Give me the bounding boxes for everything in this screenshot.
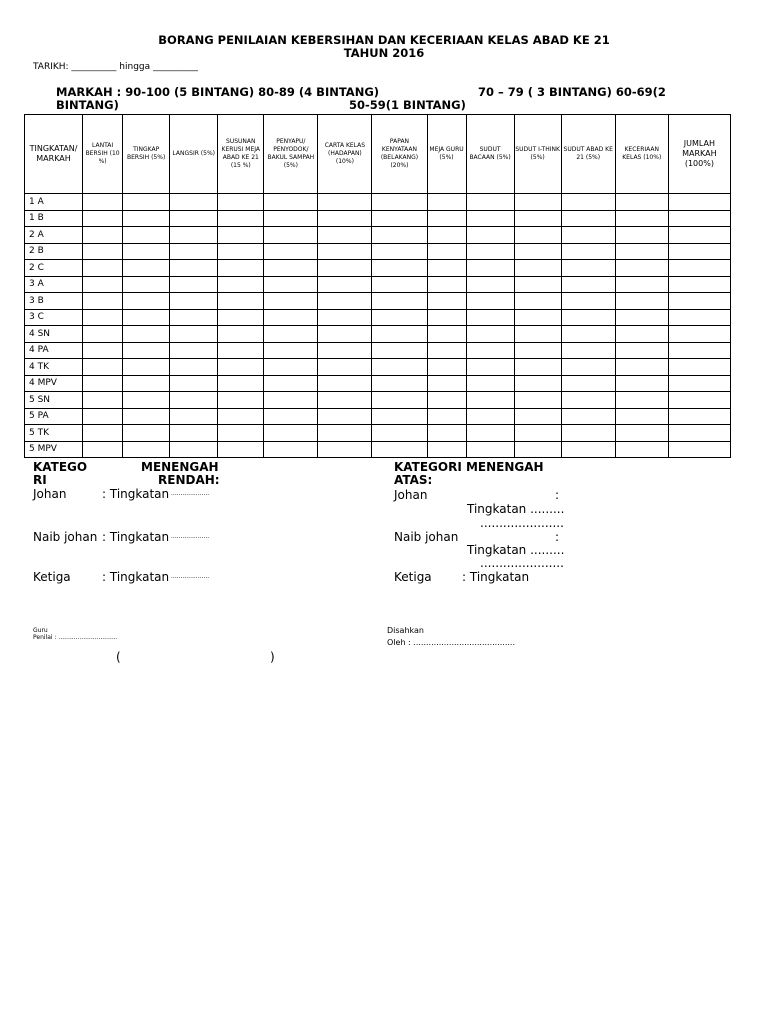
score-cell[interactable] (561, 342, 615, 359)
score-cell[interactable] (318, 342, 372, 359)
col-header: SUSUNAN KERUSI MEJA ABAD KE 21 (15 %) (218, 115, 264, 194)
score-cell[interactable] (668, 243, 730, 260)
score-cell[interactable] (561, 375, 615, 392)
score-cell[interactable] (427, 194, 466, 211)
score-cell[interactable] (668, 359, 730, 376)
score-cell[interactable] (514, 408, 561, 425)
col-header: LANGSIR (5%) (170, 115, 218, 194)
row-label: 4 MPV (25, 375, 83, 392)
score-cell[interactable] (372, 375, 427, 392)
score-cell[interactable] (615, 260, 668, 277)
row-label: 4 TK (25, 359, 83, 376)
score-cell[interactable] (466, 425, 514, 442)
atas-johan-tingkatan: Tingkatan ......... (467, 502, 565, 516)
score-cell[interactable] (123, 425, 170, 442)
score-cell[interactable] (668, 425, 730, 442)
atas-johan-colon: : (555, 488, 560, 502)
col-header: SUDUT ABAD KE 21 (5%) (561, 115, 615, 194)
rendah-heading-a: KATEGO (33, 460, 88, 474)
score-cell[interactable] (123, 276, 170, 293)
score-cell[interactable] (615, 276, 668, 293)
score-cell[interactable] (170, 375, 218, 392)
score-cell[interactable] (83, 326, 123, 343)
score-cell[interactable] (668, 375, 730, 392)
score-cell[interactable] (218, 243, 264, 260)
score-cell[interactable] (170, 326, 218, 343)
score-cell[interactable] (264, 392, 318, 409)
score-cell[interactable] (466, 243, 514, 260)
score-cell[interactable] (170, 210, 218, 227)
table-header-row (25, 115, 731, 194)
rendah-naib-tingkatan: : Tingkatan (102, 530, 170, 544)
score-cell[interactable] (514, 210, 561, 227)
score-cell[interactable] (615, 392, 668, 409)
atas-ketiga-label: Ketiga (394, 570, 432, 584)
score-cell[interactable] (668, 309, 730, 326)
score-cell[interactable] (83, 227, 123, 244)
score-cell[interactable] (427, 425, 466, 442)
score-cell[interactable] (466, 293, 514, 310)
table-row (25, 260, 731, 277)
row-label: 3 B (25, 293, 83, 310)
score-cell[interactable] (668, 276, 730, 293)
col-header: PAPAN KENYATAAN (BELAKANG) (20%) (372, 115, 427, 194)
score-cell[interactable] (83, 392, 123, 409)
score-cell[interactable] (264, 425, 318, 442)
score-cell[interactable] (218, 408, 264, 425)
rendah-naib-dots: .................... (171, 533, 210, 540)
score-cell[interactable] (83, 276, 123, 293)
score-cell[interactable] (264, 309, 318, 326)
row-label: 2 A (25, 227, 83, 244)
score-cell[interactable] (264, 408, 318, 425)
score-cell[interactable] (427, 276, 466, 293)
score-cell[interactable] (123, 194, 170, 211)
score-cell[interactable] (264, 375, 318, 392)
score-cell[interactable] (170, 425, 218, 442)
score-cell[interactable] (318, 425, 372, 442)
score-cell[interactable] (615, 375, 668, 392)
score-cell[interactable] (615, 210, 668, 227)
score-cell[interactable] (264, 194, 318, 211)
score-cell[interactable] (83, 342, 123, 359)
table-row (25, 309, 731, 326)
table-row (25, 194, 731, 211)
score-cell[interactable] (466, 441, 514, 458)
score-cell[interactable] (514, 276, 561, 293)
score-cell[interactable] (466, 210, 514, 227)
score-cell[interactable] (615, 408, 668, 425)
score-cell[interactable] (83, 260, 123, 277)
score-cell[interactable] (318, 359, 372, 376)
score-cell[interactable] (561, 425, 615, 442)
score-cell[interactable] (372, 260, 427, 277)
score-cell[interactable] (218, 425, 264, 442)
score-cell[interactable] (466, 375, 514, 392)
table-row (25, 342, 731, 359)
score-cell[interactable] (372, 342, 427, 359)
score-cell[interactable] (218, 342, 264, 359)
score-cell[interactable] (170, 194, 218, 211)
score-cell[interactable] (427, 359, 466, 376)
table-row (25, 375, 731, 392)
score-cell[interactable] (170, 392, 218, 409)
score-cell[interactable] (561, 293, 615, 310)
score-cell[interactable] (561, 441, 615, 458)
score-cell[interactable] (615, 309, 668, 326)
markah-scale-2a: BINTANG) (56, 98, 119, 112)
table-row (25, 441, 731, 458)
score-cell[interactable] (427, 243, 466, 260)
score-cell[interactable] (170, 293, 218, 310)
score-cell[interactable] (318, 293, 372, 310)
score-cell[interactable] (372, 309, 427, 326)
row-label: 5 SN (25, 392, 83, 409)
score-cell[interactable] (561, 227, 615, 244)
score-cell[interactable] (123, 309, 170, 326)
score-cell[interactable] (83, 425, 123, 442)
score-cell[interactable] (514, 359, 561, 376)
score-cell[interactable] (123, 375, 170, 392)
rendah-johan-label: Johan (33, 487, 67, 501)
score-cell[interactable] (561, 243, 615, 260)
score-cell[interactable] (668, 293, 730, 310)
score-cell[interactable] (318, 210, 372, 227)
score-cell[interactable] (561, 194, 615, 211)
score-cell[interactable] (514, 194, 561, 211)
score-cell[interactable] (561, 309, 615, 326)
score-cell[interactable] (372, 210, 427, 227)
score-cell[interactable] (170, 276, 218, 293)
score-cell[interactable] (466, 342, 514, 359)
score-cell[interactable] (123, 342, 170, 359)
score-cell[interactable] (466, 260, 514, 277)
score-cell[interactable] (561, 326, 615, 343)
col-header: CARTA KELAS (HADAPAN) (10%) (318, 115, 372, 194)
score-cell[interactable] (372, 326, 427, 343)
score-cell[interactable] (615, 227, 668, 244)
score-cell[interactable] (466, 276, 514, 293)
score-cell[interactable] (218, 227, 264, 244)
score-cell[interactable] (318, 243, 372, 260)
score-cell[interactable] (318, 441, 372, 458)
score-cell[interactable] (318, 309, 372, 326)
score-cell[interactable] (264, 227, 318, 244)
score-cell[interactable] (318, 276, 372, 293)
table-row (25, 392, 731, 409)
score-cell[interactable] (218, 392, 264, 409)
atas-naib-colon: : (555, 530, 560, 544)
score-cell[interactable] (318, 392, 372, 409)
score-cell[interactable] (123, 441, 170, 458)
score-cell[interactable] (372, 392, 427, 409)
score-cell[interactable] (264, 276, 318, 293)
score-cell[interactable] (83, 359, 123, 376)
rendah-heading-d: RENDAH: (158, 473, 220, 487)
score-cell[interactable] (218, 194, 264, 211)
rendah-ketiga-tingkatan: : Tingkatan (102, 570, 170, 584)
table-row (25, 293, 731, 310)
row-label: 1 B (25, 210, 83, 227)
score-cell[interactable] (561, 359, 615, 376)
score-cell[interactable] (123, 392, 170, 409)
score-cell[interactable] (218, 260, 264, 277)
table-row (25, 408, 731, 425)
disahkan-label: Disahkan (387, 626, 424, 635)
score-cell[interactable] (514, 441, 561, 458)
score-cell[interactable] (123, 326, 170, 343)
score-cell[interactable] (218, 326, 264, 343)
score-cell[interactable] (427, 293, 466, 310)
score-cell[interactable] (514, 227, 561, 244)
score-cell[interactable] (372, 276, 427, 293)
score-cell[interactable] (514, 375, 561, 392)
score-cell[interactable] (218, 276, 264, 293)
table-row (25, 243, 731, 260)
assessment-table (24, 114, 731, 458)
score-cell[interactable] (668, 326, 730, 343)
rendah-ketiga-label: Ketiga (33, 570, 71, 584)
score-cell[interactable] (83, 243, 123, 260)
atas-naib-label: Naib johan (394, 530, 459, 544)
atas-johan-dots: ...................... (480, 516, 564, 530)
table-row (25, 326, 731, 343)
score-cell[interactable] (264, 342, 318, 359)
atas-ketiga-tingkatan: : Tingkatan (462, 570, 530, 584)
col-header: SUDUT BACAAN (5%) (466, 115, 514, 194)
score-cell[interactable] (668, 408, 730, 425)
score-cell[interactable] (514, 342, 561, 359)
table-row (25, 359, 731, 376)
score-cell[interactable] (318, 227, 372, 244)
score-cell[interactable] (170, 227, 218, 244)
score-cell[interactable] (615, 342, 668, 359)
atas-naib-tingkatan: Tingkatan ......... (467, 543, 565, 557)
row-label: 1 A (25, 194, 83, 211)
score-cell[interactable] (427, 326, 466, 343)
score-cell[interactable] (561, 210, 615, 227)
rendah-johan-dots: .................... (171, 490, 210, 497)
rendah-heading-b: MENENGAH (141, 460, 219, 474)
rendah-ketiga-dots: .................... (171, 573, 210, 580)
score-cell[interactable] (372, 293, 427, 310)
atas-johan-label: Johan (394, 488, 428, 502)
score-cell[interactable] (218, 309, 264, 326)
score-cell[interactable] (427, 441, 466, 458)
form-year: TAHUN 2016 (343, 46, 425, 60)
score-cell[interactable] (372, 359, 427, 376)
table-row (25, 210, 731, 227)
score-cell[interactable] (514, 309, 561, 326)
score-cell[interactable] (170, 243, 218, 260)
score-cell[interactable] (83, 375, 123, 392)
col-header: SUDUT I-THINK (5%) (514, 115, 561, 194)
score-cell[interactable] (615, 194, 668, 211)
score-cell[interactable] (514, 260, 561, 277)
score-cell[interactable] (83, 309, 123, 326)
row-label: 4 SN (25, 326, 83, 343)
score-cell[interactable] (466, 309, 514, 326)
score-cell[interactable] (615, 293, 668, 310)
score-cell[interactable] (83, 408, 123, 425)
score-cell[interactable] (170, 441, 218, 458)
score-cell[interactable] (372, 425, 427, 442)
score-cell[interactable] (514, 425, 561, 442)
score-cell[interactable] (668, 342, 730, 359)
score-cell[interactable] (466, 392, 514, 409)
markah-scale-2b: 50-59(1 BINTANG) (349, 98, 466, 112)
score-cell[interactable] (615, 326, 668, 343)
score-cell[interactable] (668, 210, 730, 227)
col-header: LANTAI BERSIH (10 %) (83, 115, 123, 194)
score-cell[interactable] (615, 243, 668, 260)
score-cell[interactable] (264, 243, 318, 260)
row-label: 5 TK (25, 425, 83, 442)
score-cell[interactable] (318, 408, 372, 425)
rendah-johan-tingkatan: : Tingkatan (102, 487, 170, 501)
row-label: 5 PA (25, 408, 83, 425)
score-cell[interactable] (668, 194, 730, 211)
score-cell[interactable] (123, 408, 170, 425)
paren-close: ) (270, 650, 275, 664)
score-cell[interactable] (218, 293, 264, 310)
score-cell[interactable] (514, 392, 561, 409)
score-cell[interactable] (170, 342, 218, 359)
score-cell[interactable] (561, 408, 615, 425)
score-cell[interactable] (372, 227, 427, 244)
score-cell[interactable] (264, 260, 318, 277)
score-cell[interactable] (123, 260, 170, 277)
table-row (25, 276, 731, 293)
row-label: 3 C (25, 309, 83, 326)
score-cell[interactable] (668, 392, 730, 409)
row-label: 4 PA (25, 342, 83, 359)
score-cell[interactable] (123, 210, 170, 227)
col-header: TINGKATAN/ MARKAH (25, 115, 83, 194)
score-cell[interactable] (466, 408, 514, 425)
table-row (25, 227, 731, 244)
score-cell[interactable] (427, 210, 466, 227)
score-cell[interactable] (318, 194, 372, 211)
score-cell[interactable] (615, 441, 668, 458)
score-cell[interactable] (264, 359, 318, 376)
score-cell[interactable] (83, 293, 123, 310)
paren-open: ( (116, 650, 121, 664)
score-cell[interactable] (264, 210, 318, 227)
score-cell[interactable] (427, 227, 466, 244)
form-title: BORANG PENILAIAN KEBERSIHAN DAN KECERIAAN KELAS ABAD KE 21 (158, 33, 610, 47)
penilai-line: Penilai : ............................... (33, 634, 118, 641)
score-cell[interactable] (668, 260, 730, 277)
score-cell[interactable] (123, 227, 170, 244)
row-label: 5 MPV (25, 441, 83, 458)
score-cell[interactable] (318, 375, 372, 392)
score-cell[interactable] (264, 326, 318, 343)
score-cell[interactable] (427, 342, 466, 359)
tarikh-line: TARIKH: __________ hingga __________ (33, 62, 198, 72)
score-cell[interactable] (123, 359, 170, 376)
markah-scale-1a: MARKAH : 90-100 (5 BINTANG) 80-89 (4 BINTANG) (56, 85, 380, 99)
score-cell[interactable] (218, 210, 264, 227)
col-header: MEJA GURU (5%) (427, 115, 466, 194)
score-cell[interactable] (466, 194, 514, 211)
col-header: PENYAPU/ PENYODOK/ BAKUL SAMPAH (5%) (264, 115, 318, 194)
score-cell[interactable] (218, 375, 264, 392)
score-cell[interactable] (170, 359, 218, 376)
atas-heading-a: KATEGORI MENENGAH (394, 460, 544, 474)
score-cell[interactable] (318, 326, 372, 343)
score-cell[interactable] (318, 260, 372, 277)
score-cell[interactable] (123, 293, 170, 310)
col-header: JUMLAH MARKAH (100%) (668, 115, 730, 194)
atas-heading-b: ATAS: (394, 473, 433, 487)
score-cell[interactable] (561, 392, 615, 409)
score-cell[interactable] (170, 260, 218, 277)
guru-label: Guru (33, 627, 48, 634)
score-cell[interactable] (466, 359, 514, 376)
score-cell[interactable] (514, 326, 561, 343)
oleh-line: Oleh : ........................................ (387, 638, 516, 647)
score-cell[interactable] (264, 441, 318, 458)
score-cell[interactable] (372, 243, 427, 260)
score-cell[interactable] (514, 243, 561, 260)
row-label: 3 A (25, 276, 83, 293)
score-cell[interactable] (83, 194, 123, 211)
score-cell[interactable] (466, 227, 514, 244)
rendah-heading-c: RI (33, 473, 47, 487)
score-cell[interactable] (83, 441, 123, 458)
table-row (25, 425, 731, 442)
atas-naib-dots: ...................... (480, 556, 564, 570)
score-cell[interactable] (123, 243, 170, 260)
col-header: KECERIAAN KELAS (10%) (615, 115, 668, 194)
table-body (25, 194, 731, 458)
score-cell[interactable] (83, 210, 123, 227)
score-cell[interactable] (427, 408, 466, 425)
score-cell[interactable] (170, 309, 218, 326)
score-cell[interactable] (427, 260, 466, 277)
markah-scale-1b: 70 – 79 ( 3 BINTANG) 60-69(2 (478, 85, 666, 99)
score-cell[interactable] (427, 309, 466, 326)
score-cell[interactable] (218, 359, 264, 376)
score-cell[interactable] (668, 227, 730, 244)
rendah-naib-label: Naib johan (33, 530, 98, 544)
score-cell[interactable] (264, 293, 318, 310)
score-cell[interactable] (427, 392, 466, 409)
score-cell[interactable] (372, 194, 427, 211)
score-cell[interactable] (514, 293, 561, 310)
row-label: 2 C (25, 260, 83, 277)
score-cell[interactable] (427, 375, 466, 392)
score-cell[interactable] (668, 441, 730, 458)
score-cell[interactable] (561, 276, 615, 293)
row-label: 2 B (25, 243, 83, 260)
score-cell[interactable] (372, 441, 427, 458)
score-cell[interactable] (218, 441, 264, 458)
score-cell[interactable] (615, 425, 668, 442)
score-cell[interactable] (372, 408, 427, 425)
score-cell[interactable] (561, 260, 615, 277)
score-cell[interactable] (615, 359, 668, 376)
score-cell[interactable] (170, 408, 218, 425)
col-header: TINGKAP BERSIH (5%) (123, 115, 170, 194)
score-cell[interactable] (466, 326, 514, 343)
